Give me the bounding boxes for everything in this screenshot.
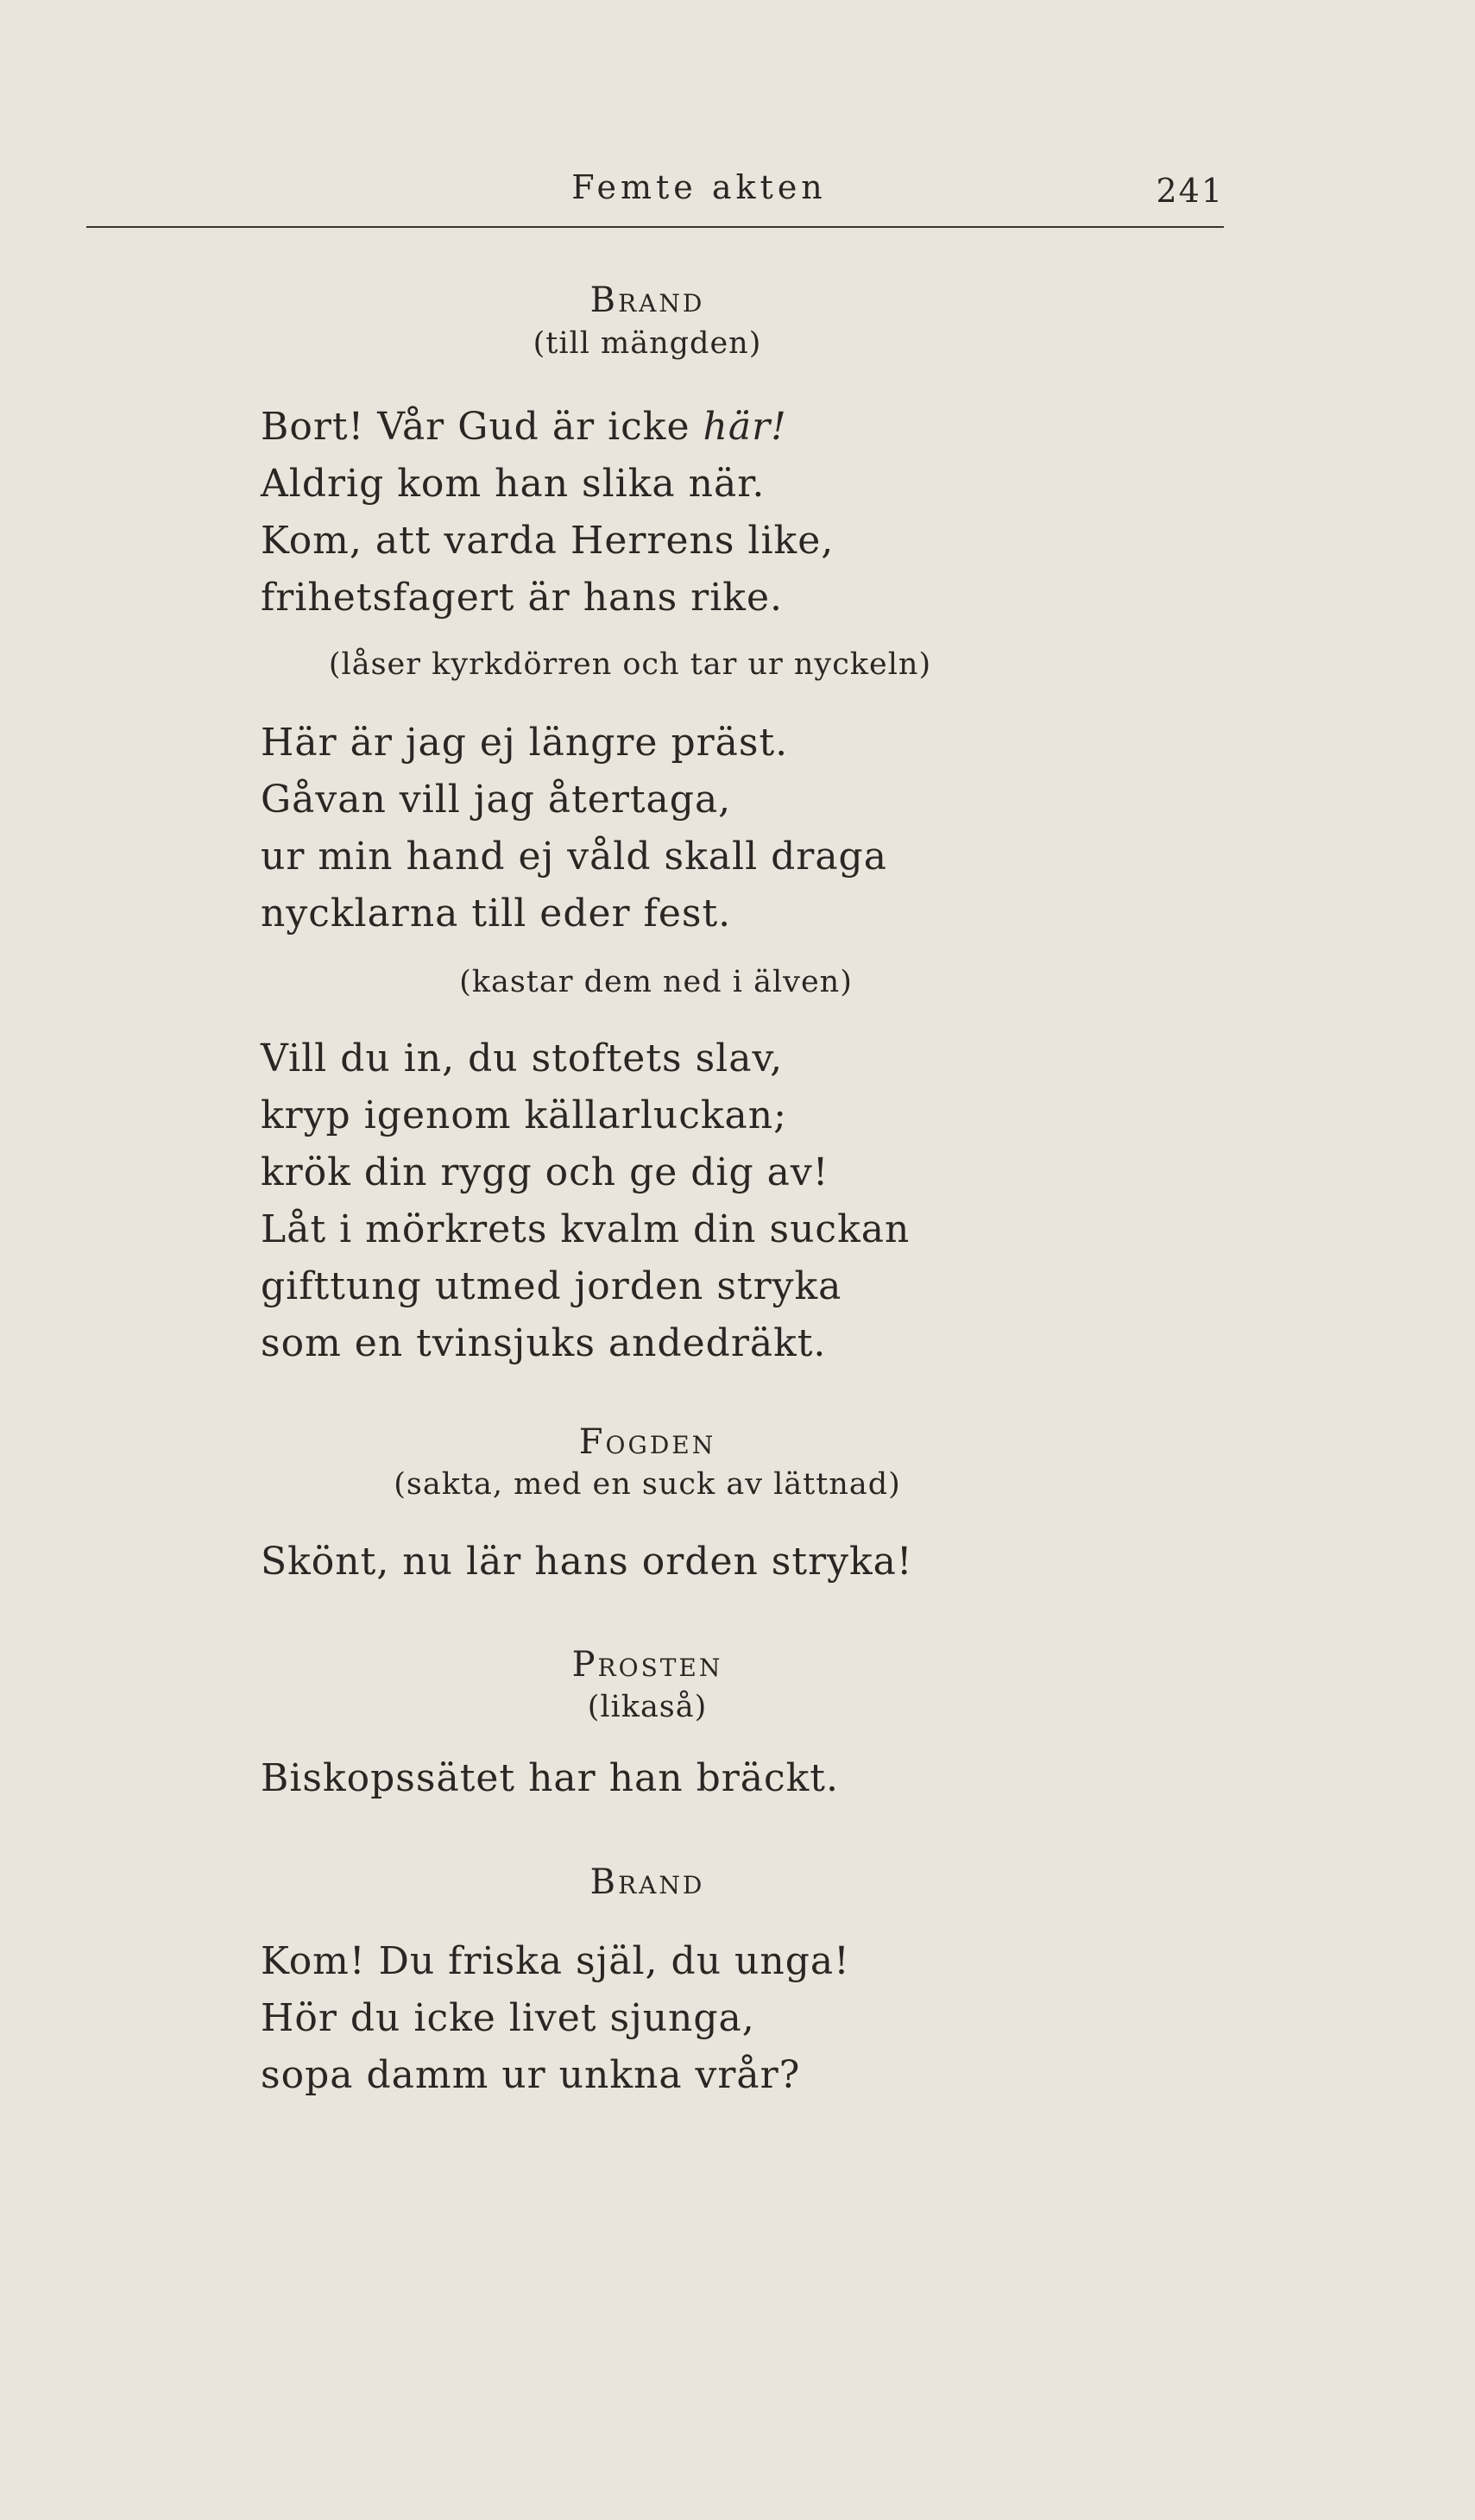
stage-direction: (till mängden) [533, 326, 762, 361]
verse-line: Kom, att varda Herrens like, [261, 519, 835, 563]
stage-direction: (låser kyrkdörren och tar ur nyckeln) [328, 647, 932, 682]
stage-direction: (sakta, med en suck av lättnad) [394, 1467, 901, 1502]
verse-line: Vill du in, du stoftets slav, [261, 1036, 784, 1080]
speaker-fogden: Fogden [578, 1422, 716, 1462]
page-header [86, 168, 1224, 220]
verse-stanza [261, 1750, 839, 1807]
verse-stanza [261, 715, 887, 942]
stage-direction: (kastar dem ned i älven) [459, 965, 853, 999]
verse-line: Låt i mörkrets kvalm din suckan [261, 1207, 911, 1251]
verse-line: Skönt, nu lär hans orden stryka! [261, 1540, 913, 1584]
running-title: Femte akten [571, 168, 827, 206]
page-number: 241 [1156, 172, 1224, 210]
stage-direction: (likaså) [587, 1690, 708, 1724]
verse-stanza [261, 399, 834, 627]
verse-line: krök din rygg och ge dig av! [261, 1150, 829, 1194]
speaker-prosten: Prosten [571, 1645, 723, 1685]
header-rule [86, 226, 1224, 228]
verse-stanza [261, 1534, 913, 1591]
verse-line: frihetsfagert är hans rike. [261, 576, 783, 620]
verse-line: som en tvinsjuks andedräkt. [261, 1321, 827, 1365]
speaker-brand: Brand [589, 280, 705, 320]
verse-line: nycklarna till eder fest. [261, 891, 732, 936]
speaker-brand: Brand [589, 1862, 705, 1902]
verse-line: sopa damm ur unkna vrår? [261, 2053, 801, 2097]
verse-line: kryp igenom källarluckan; [261, 1093, 787, 1137]
verse-line: Kom! Du friska själ, du unga! [261, 1939, 850, 1983]
verse-stanza [261, 1933, 850, 2104]
verse-line: gifttung utmed jorden stryka [261, 1264, 842, 1308]
verse-line: Hör du icke livet sjunga, [261, 1996, 755, 2040]
verse-line: Här är jag ej längre präst. [261, 721, 789, 765]
verse-line: Biskopssätet har han bräckt. [261, 1756, 839, 1800]
emphasis: här! [703, 405, 787, 449]
verse-line: Aldrig kom han slika när. [261, 462, 766, 506]
verse-line: Bort! Vår Gud är icke här! [261, 405, 787, 449]
verse-stanza [261, 1030, 910, 1372]
verse-line: Gåvan vill jag återtaga, [261, 778, 732, 822]
verse-line: ur min hand ej våld skall draga [261, 835, 887, 879]
